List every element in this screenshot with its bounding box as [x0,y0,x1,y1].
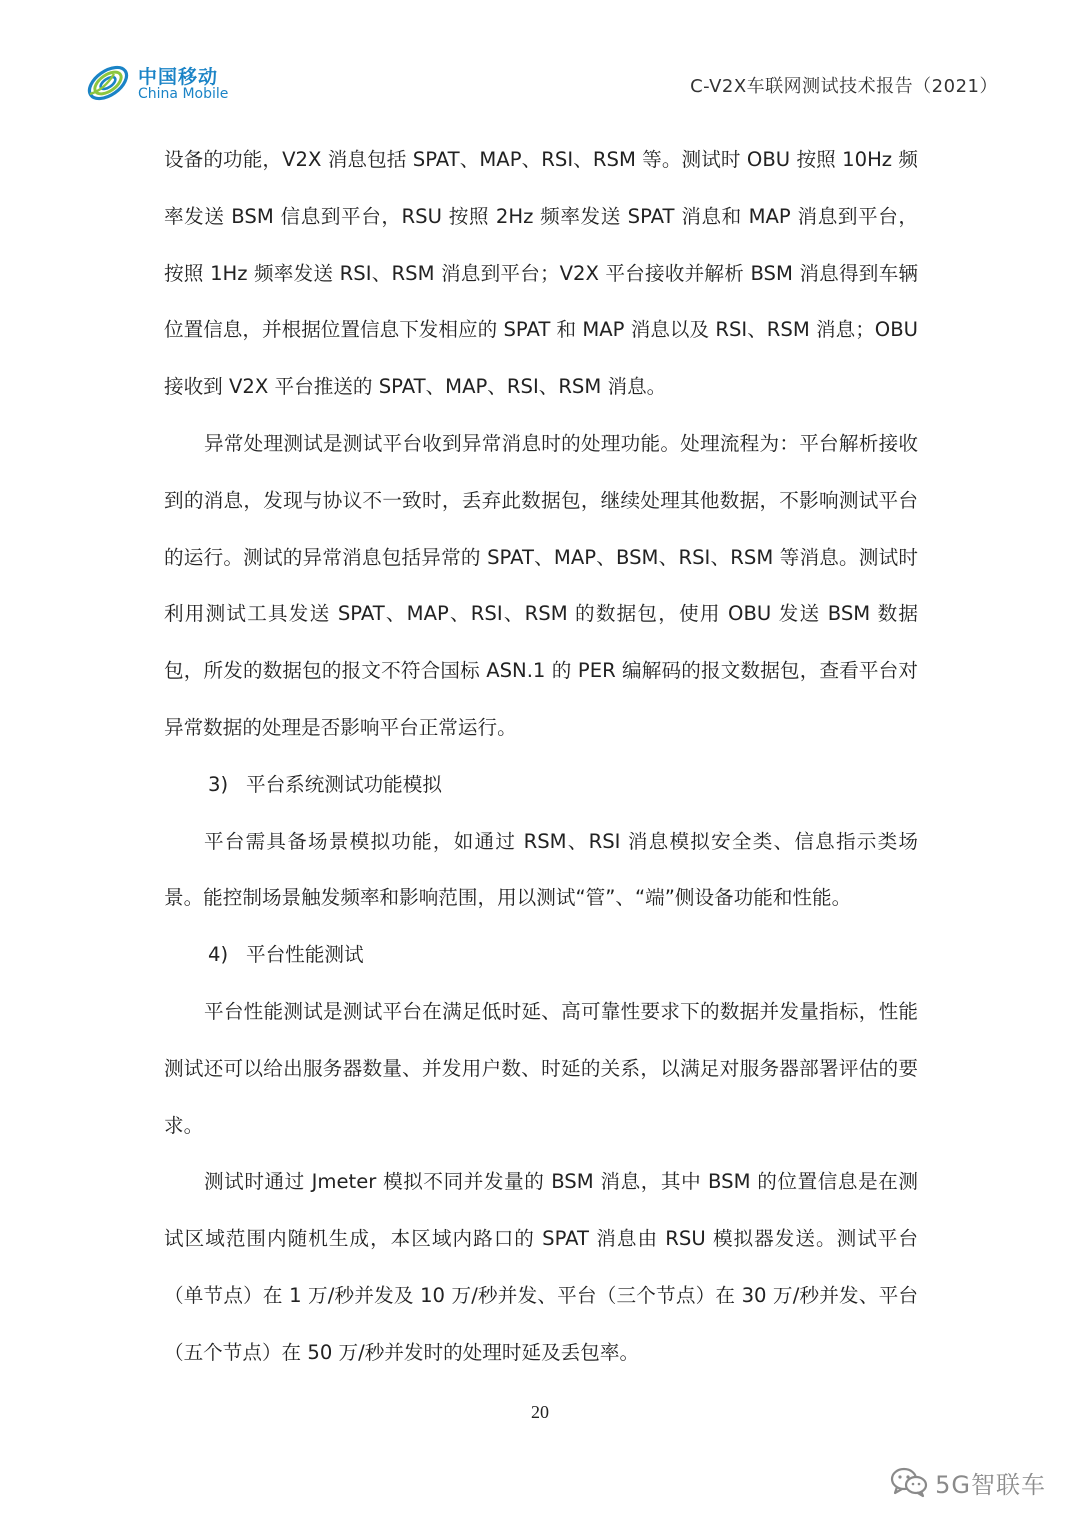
heading-number: 3) [208,772,229,796]
heading-text: 平台性能测试 [246,943,364,967]
watermark-text: 5G智联车 [935,1470,1046,1499]
paragraph-jmeter-test: 测试时通过 Jmeter 模拟不同并发量的 BSM 消息，其中 BSM 的位置信息是在测试区域范围内随机生成，本区域内路口的 SPAT 消息由 RSU 模拟器发送。测试平台（单节点）在 1 万/秒并发及 10 万/秒并发、平台（三个节点）在 30 万/秒并发、平台（五个节点）在 50 万/秒并发时的处理时延及丢包率。 [164,1170,918,1364]
logo-english-name: China Mobile [138,86,229,102]
heading-text: 平台系统测试功能模拟 [246,772,442,796]
document-title: C-V2X车联网测试技术报告（2021） [690,76,998,97]
paragraph-v2x-messages: 设备的功能，V2X 消息包括 SPAT、MAP、RSI、RSM 等。测试时 OBU 按照 10Hz 频率发送 BSM 信息到平台，RSU 按照 2Hz 频率发送 SPAT 消息和 MAP 消息到平台，按照 1Hz 频率发送 RSI、RSM 消息到平台；V2X 平台接收并解析 BSM 消息得到车辆位置信息，并根据位置信息下发相应的 SPAT 和 MAP 消息以及 RSI、RSM 消息；OBU 接收到 V2X 平台推送的 SPAT、MAP、RSI、RSM 消息。 [164,148,918,399]
heading-platform-performance [164,927,918,984]
page-body [164,132,918,1382]
china-mobile-logo-icon [84,60,132,106]
paragraph-scene-simulation: 平台需具备场景模拟功能，如通过 RSM、RSI 消息模拟安全类、信息指示类场景。能控制场景触发频率和影响范围，用以测试“管”、“端”侧设备功能和性能。 [164,829,918,910]
paragraph-performance-test: 平台性能测试是测试平台在满足低时延、高可靠性要求下的数据并发量指标，性能测试还可以给出服务器数量、并发用户数、时延的关系，以满足对服务器部署评估的要求。 [164,999,918,1137]
china-mobile-logo [84,60,234,106]
logo-chinese-name: 中国移动 [138,66,219,88]
paragraph-exception-handling: 异常处理测试是测试平台收到异常消息时的处理功能。处理流程为：平台解析接收到的消息，发现与协议不一致时，丢弃此数据包，继续处理其他数据，不影响测试平台的运行。测试的异常消息包括异常的 SPAT、MAP、BSM、RSI、RSM 等消息。测试时利用测试工具发送 SPAT、MAP、RSI、RSM 的数据包，使用 OBU 发送 BSM 数据包，所发的数据包的报文不符合国标 ASN.1 的 PER 编解码的报文数据包，查看平台对异常数据的处理是否影响平台正常运行。 [164,431,918,739]
wechat-watermark [889,1462,1046,1502]
heading-platform-simulation [164,757,918,814]
page-number: 20 [531,1402,549,1422]
heading-number: 4) [208,943,229,967]
wechat-icon [889,1465,929,1499]
page-header [0,0,1080,120]
